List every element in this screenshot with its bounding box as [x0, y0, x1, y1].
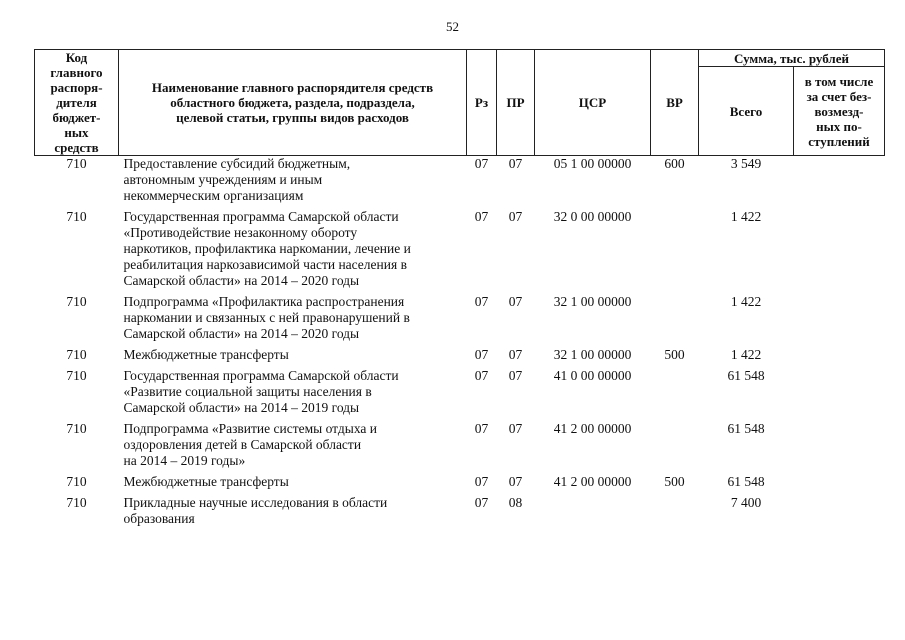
- cell-free: [794, 421, 885, 474]
- cell-code: 710: [66, 156, 87, 171]
- table-row: [35, 474, 885, 495]
- cell-name: Государственная программа Самарской области «Противодействие незаконному обороту наркотиков, профилактика наркомании, лечение и реабилитация наркозависимой части населения в Самарской области» на 2014 – 2020 годы: [123, 209, 411, 288]
- cell-csr: 41 2 00 00000: [553, 474, 632, 489]
- cell-csr: 41 2 00 00000: [553, 421, 632, 436]
- cell-name: Прикладные научные исследования в области образования: [123, 495, 388, 526]
- table-header: [35, 50, 885, 156]
- cell-rz: 07: [474, 474, 489, 489]
- cell-vr: 600: [664, 156, 685, 171]
- header-free: в том числе за счет без- возмезд- ных по- ступлений: [794, 67, 885, 156]
- table-row: [35, 368, 885, 421]
- table-row: [35, 156, 885, 210]
- header-vr: ВР: [651, 50, 699, 156]
- cell-name: Межбюджетные трансферты: [123, 347, 289, 362]
- cell-pr: 07: [508, 368, 523, 383]
- cell-rz: 07: [474, 347, 489, 362]
- cell-total: 61 548: [727, 368, 765, 383]
- cell-name: Государственная программа Самарской области «Развитие социальной защиты населения в Самарской области» на 2014 – 2019 годы: [123, 368, 399, 415]
- cell-vr: [651, 495, 699, 532]
- cell-total: 3 549: [730, 156, 762, 171]
- cell-code: 710: [66, 421, 87, 436]
- cell-total: 61 548: [727, 474, 765, 489]
- cell-csr: 05 1 00 00000: [553, 156, 632, 171]
- cell-pr: 07: [508, 347, 523, 362]
- cell-total: 1 422: [730, 209, 762, 224]
- cell-code: 710: [66, 347, 87, 362]
- table-body: [35, 156, 885, 533]
- cell-code: 710: [66, 209, 87, 224]
- table-row: [35, 294, 885, 347]
- cell-free: [794, 474, 885, 495]
- cell-name: Подпрограмма «Профилактика распространения наркомании и связанных с ней правонарушений в Самарской области» на 2014 – 2020 годы: [123, 294, 410, 341]
- cell-csr: 41 0 00 00000: [553, 368, 632, 383]
- cell-free: [794, 347, 885, 368]
- header-pr: ПР: [497, 50, 535, 156]
- header-name: Наименование главного распорядителя средств областного бюджета, раздела, подраздела, целевой статьи, группы видов расходов: [119, 50, 467, 156]
- budget-table: [34, 49, 885, 532]
- cell-code: 710: [66, 368, 87, 383]
- cell-total: 1 422: [730, 347, 762, 362]
- header-sum: Сумма, тыс. рублей: [699, 50, 885, 67]
- header-csr: ЦСР: [535, 50, 651, 156]
- cell-pr: 07: [508, 294, 523, 309]
- table-row: [35, 495, 885, 532]
- cell-vr: [651, 209, 699, 294]
- header-total: Всего: [699, 67, 794, 156]
- cell-total: 61 548: [727, 421, 765, 436]
- cell-rz: 07: [474, 495, 489, 510]
- cell-pr: 08: [508, 495, 523, 510]
- cell-free: [794, 156, 885, 210]
- cell-free: [794, 368, 885, 421]
- table-row: [35, 347, 885, 368]
- cell-code: 710: [66, 474, 87, 489]
- cell-rz: 07: [474, 209, 489, 224]
- cell-code: 710: [66, 294, 87, 309]
- cell-rz: 07: [474, 156, 489, 171]
- table-row: [35, 209, 885, 294]
- table-row: [35, 421, 885, 474]
- header-code: Код главного распоря- дителя бюджет- ных средств: [35, 50, 119, 156]
- cell-code: 710: [66, 495, 87, 510]
- cell-pr: 07: [508, 156, 523, 171]
- cell-pr: 07: [508, 421, 523, 436]
- cell-free: [794, 209, 885, 294]
- cell-vr: [651, 294, 699, 347]
- cell-vr: 500: [664, 474, 685, 489]
- cell-csr: 32 1 00 00000: [553, 347, 632, 362]
- cell-vr: [651, 421, 699, 474]
- cell-free: [794, 294, 885, 347]
- cell-pr: 07: [508, 209, 523, 224]
- cell-csr: 32 0 00 00000: [553, 209, 632, 224]
- cell-rz: 07: [474, 421, 489, 436]
- cell-total: 7 400: [730, 495, 762, 510]
- header-rz: Рз: [467, 50, 497, 156]
- cell-csr: [535, 495, 651, 532]
- cell-vr: 500: [664, 347, 685, 362]
- cell-csr: 32 1 00 00000: [553, 294, 632, 309]
- cell-rz: 07: [474, 294, 489, 309]
- cell-name: Подпрограмма «Развитие системы отдыха и оздоровления детей в Самарской области на 2014 – 2019 годы»: [123, 421, 378, 468]
- cell-total: 1 422: [730, 294, 762, 309]
- cell-name: Предоставление субсидий бюджетным, автономным учреждениям и иным некоммерческим организациям: [123, 156, 351, 203]
- cell-rz: 07: [474, 368, 489, 383]
- cell-name: Межбюджетные трансферты: [123, 474, 289, 489]
- cell-pr: 07: [508, 474, 523, 489]
- cell-free: [794, 495, 885, 532]
- page-number: 52: [446, 19, 459, 34]
- cell-vr: [651, 368, 699, 421]
